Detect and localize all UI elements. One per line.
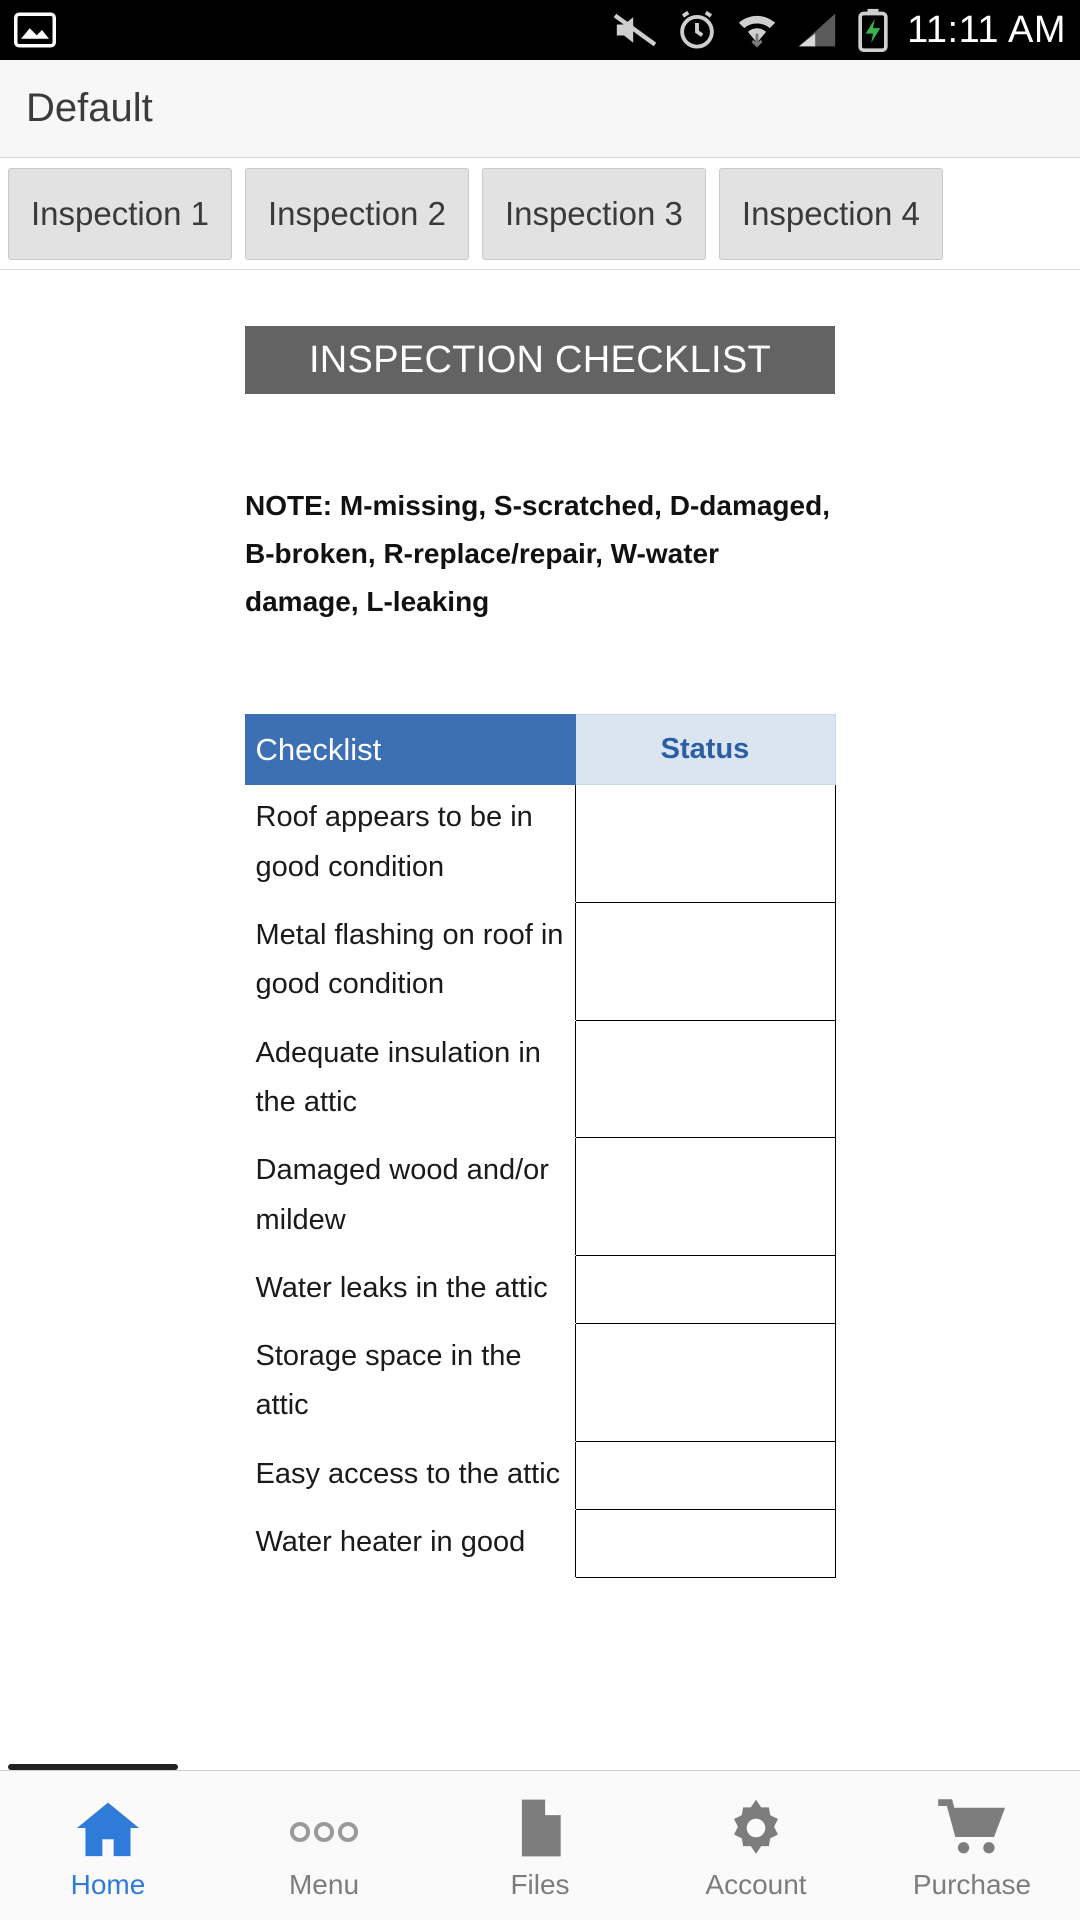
status-cell[interactable] <box>575 1441 835 1509</box>
alarm-icon <box>675 9 719 51</box>
nav-item-home[interactable] <box>0 1771 216 1920</box>
checklist-item: Damaged wood and/or mildew <box>245 1138 575 1256</box>
table-row[interactable] <box>245 1138 835 1256</box>
cart-icon <box>934 1791 1010 1859</box>
status-bar-left <box>14 12 56 48</box>
column-header-status: Status <box>575 715 835 785</box>
scroll-indicator[interactable] <box>8 1764 178 1770</box>
tab-inspection-3[interactable] <box>482 168 706 260</box>
tab-inspection-4[interactable] <box>719 168 943 260</box>
file-icon <box>504 1791 576 1859</box>
mute-icon <box>611 10 659 50</box>
title-bar <box>0 60 1080 158</box>
sheet-note: NOTE: M-missing, S-scratched, D-damaged, B-broken, R-replace/repair, W-water damage, L-leaking <box>245 490 830 618</box>
checklist-item: Water heater in good <box>245 1510 575 1578</box>
bottom-nav <box>0 1770 1080 1920</box>
tab-inspection-2[interactable] <box>245 168 469 260</box>
sheet-banner-text: INSPECTION CHECKLIST <box>308 338 772 381</box>
nav-label: Account <box>705 1868 807 1900</box>
nav-item-menu[interactable] <box>216 1771 432 1920</box>
nav-label: Home <box>70 1868 146 1900</box>
home-icon <box>72 1791 144 1859</box>
image-icon <box>14 12 56 48</box>
table-row[interactable] <box>245 1020 835 1138</box>
checklist-item: Adequate insulation in the attic <box>245 1020 575 1138</box>
checklist-item: Storage space in the attic <box>245 1324 575 1442</box>
sheet-banner <box>245 326 835 394</box>
table-row[interactable] <box>245 1324 835 1442</box>
tab-inspection-1[interactable] <box>8 168 232 260</box>
table-row[interactable] <box>245 1441 835 1509</box>
dots-icon <box>288 1791 360 1859</box>
column-header-checklist: Checklist <box>245 715 575 785</box>
checklist-table <box>245 714 836 1578</box>
tab-label: Inspection 2 <box>267 194 446 232</box>
nav-item-purchase[interactable] <box>864 1771 1080 1920</box>
tab-label: Inspection 4 <box>741 194 920 232</box>
battery-charging-icon <box>855 8 891 52</box>
status-cell[interactable] <box>575 1138 835 1256</box>
table-row[interactable] <box>245 785 835 903</box>
table-header-row <box>245 715 835 785</box>
checklist-item: Easy access to the attic <box>245 1441 575 1509</box>
status-bar-clock: 11:11 AM <box>907 8 1066 51</box>
nav-label: Menu <box>288 1868 360 1900</box>
nav-item-files[interactable] <box>432 1771 648 1920</box>
spreadsheet-content[interactable] <box>0 270 1080 1770</box>
status-cell[interactable] <box>575 1255 835 1323</box>
checklist-item: Water leaks in the attic <box>245 1255 575 1323</box>
wifi-icon <box>735 10 779 50</box>
checklist-item: Roof appears to be in good condition <box>245 785 575 903</box>
status-cell[interactable] <box>575 1324 835 1442</box>
table-row[interactable] <box>245 1510 835 1578</box>
status-cell[interactable] <box>575 1510 835 1578</box>
nav-label: Purchase <box>912 1868 1032 1900</box>
table-row[interactable] <box>245 903 835 1021</box>
nav-item-account[interactable] <box>648 1771 864 1920</box>
gear-icon <box>720 1791 792 1859</box>
nav-label: Files <box>510 1868 570 1900</box>
status-bar <box>0 0 1080 60</box>
status-bar-right <box>611 8 1066 52</box>
checklist-item: Metal flashing on roof in good condition <box>245 903 575 1021</box>
tab-label: Inspection 1 <box>31 194 209 232</box>
tab-strip[interactable] <box>0 158 1080 270</box>
status-cell[interactable] <box>575 903 835 1021</box>
status-cell[interactable] <box>575 785 835 903</box>
tab-label: Inspection 3 <box>504 194 683 232</box>
signal-icon <box>795 10 839 50</box>
table-row[interactable] <box>245 1255 835 1323</box>
status-cell[interactable] <box>575 1020 835 1138</box>
sheet-body <box>0 270 1080 1578</box>
page-title: Default <box>26 86 153 130</box>
